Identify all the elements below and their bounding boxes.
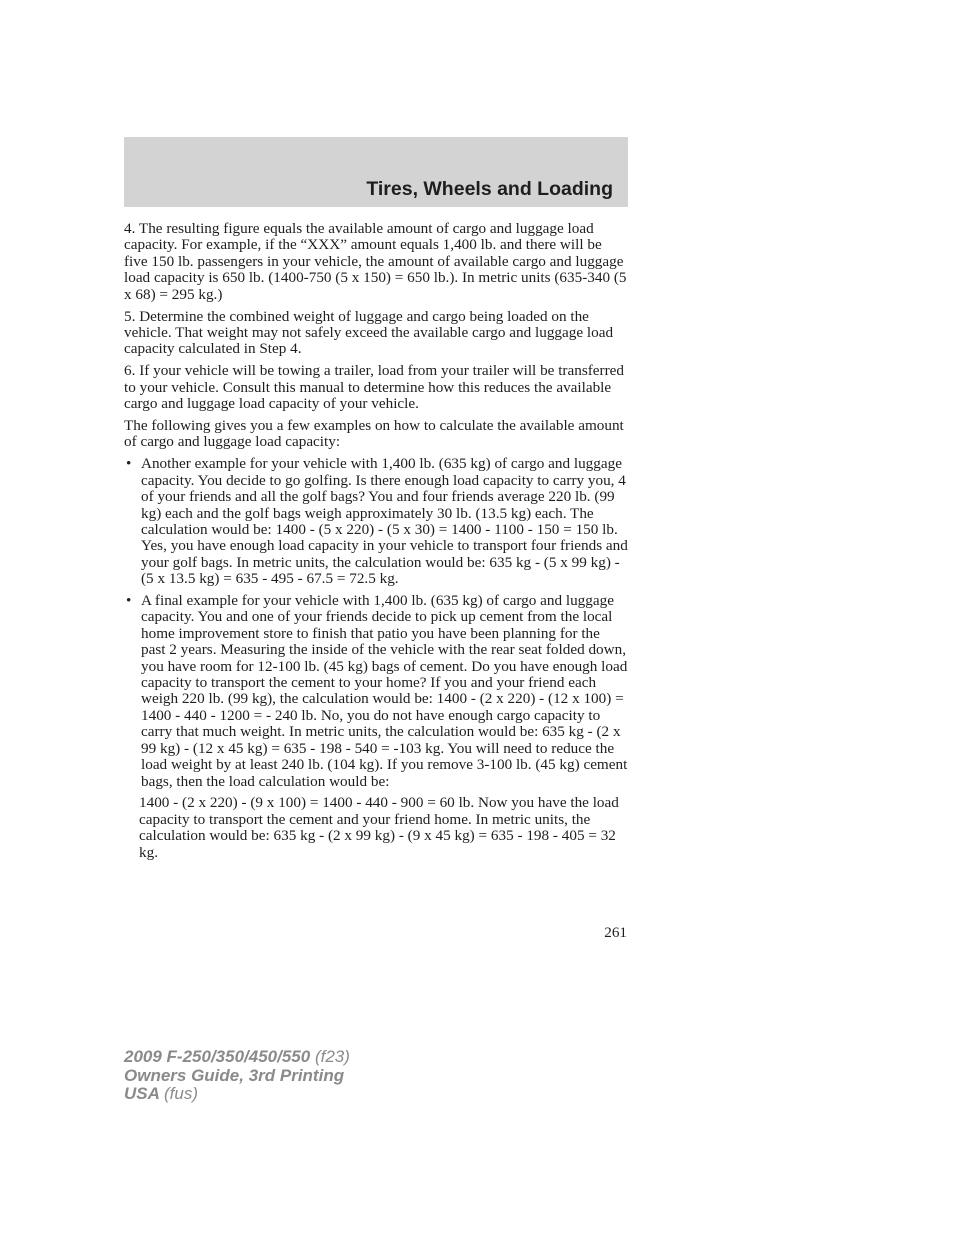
document-footer [124,1048,350,1104]
footer-line-printing: Owners Guide, 3rd Printing [124,1065,345,1085]
bullet-icon: • [126,592,132,610]
footer-region-code: (fus) [164,1084,198,1103]
paragraph-examples-intro: The following gives you a few examples on how to calculate the available amount of cargo and luggage load capacity: [124,416,624,451]
page-body [124,221,628,867]
footer-line-model [124,1048,350,1067]
footer-region: USA [124,1084,160,1103]
paragraph-step-6: 6. If your vehicle will be towing a trailer, load from your trailer will be transferred to your vehicle. Consult this manual to determine how this reduces the available cargo and luggage load capacity of your vehicle. [124,362,624,413]
paragraph-step-5: 5. Determine the combined weight of luggage and cargo being loaded on the vehicle. That weight may not safely exceed the available cargo and luggage load capacity calculated in Step 4. [124,307,614,358]
footer-model: 2009 F-250/350/450/550 [124,1047,311,1066]
list-item-text: A final example for your vehicle with 1,400 lb. (635 kg) of cargo and luggage capacity. You and one of your friends decide to pick up cement from the local home improvement store to finish that patio you have been planning for the past 2 years. Measuring the inside of the vehicle with the rear seat folded down, you have room for 12-100 lb. (45 kg) bags of cement. Do you have enough load capacity to transport the cement to your home? If you and your friend each weigh 220 lb. (99 kg), the calculation would be: 1400 - (2 x 220) - (12 x 100) = 1400 - 440 - 1200 = - 240 lb. No, you do not have enough cargo capacity to carry that much weight. In metric units, the calculation would be: 635 kg - (2 x 99 kg) - (12 x 45 kg) = 635 - 198 - 540 = -103 kg. You will need to reduce the load weight by at least 240 lb. (104 kg). If you remove 3-100 lb. (45 kg) cement bags, then the load calculation would be: [141,592,628,790]
page-number: 261 [604,924,627,941]
list-item-text: Another example for your vehicle with 1,400 lb. (635 kg) of cargo and luggage capacity. You decide to go golfing. Is there enough load capacity to carry you, 4 of your friends and all the golf bags? You and four friends average 220 lb. (99 kg) each and the golf bags weigh approximately 30 lb. (13.5 kg) each. The calculation would be: 1400 - (5 x 220) - (5 x 30) = 1400 - 1100 - 150 = 150 lb. Yes, you have enough load capacity in your vehicle to transport four friends and your golf bags. In metric units, the calculation would be: 635 kg - (5 x 99 kg) - (5 x 13.5 kg) = 635 - 495 - 67.5 = 72.5 kg. [141,455,628,588]
paragraph-step-4: 4. The resulting figure equals the available amount of cargo and luggage load capacity. For example, if the “XXX” amount equals 1,400 lb. and there will be five 150 lb. passengers in your vehicle, the amount of available cargo and luggage load capacity is 650 lb. (1400-750 (5 x 150) = 650 lb.). In metric units (635-340 (5 x 68) = 295 kg.) [124,220,627,303]
list-item [124,456,628,587]
examples-list [124,456,628,790]
bullet-icon: • [126,455,132,473]
footer-model-code: (f23) [314,1047,350,1066]
example-continuation: 1400 - (2 x 220) - (9 x 100) = 1400 - 440 - 900 = 60 lb. Now you have the load capacity to transport the cement and your friend home. In metric units, the calculation would be: 635 kg - (2 x 99 kg) - (9 x 45 kg) = 635 - 198 - 405 = 32 kg. [139,794,619,861]
list-item [124,593,628,790]
section-title: Tires, Wheels and Loading [366,178,613,200]
footer-line-region [124,1085,350,1104]
section-header-band [124,137,628,207]
